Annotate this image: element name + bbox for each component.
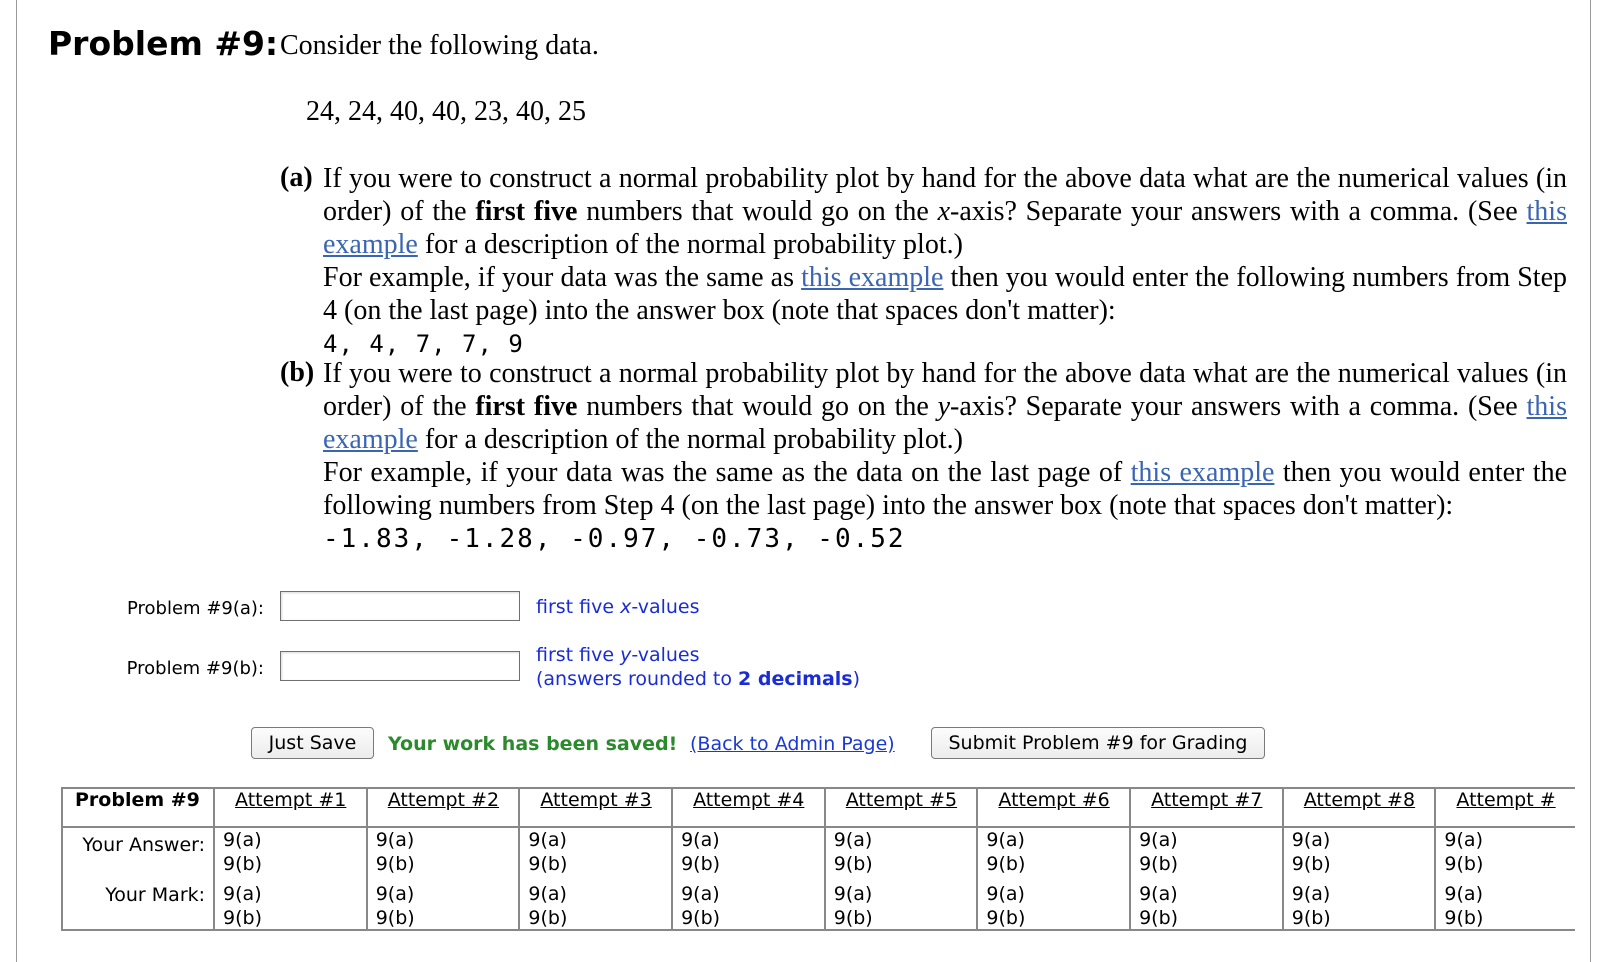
attempt-link-8[interactable]: Attempt #8 [1303, 789, 1416, 811]
mark-cell-9 [1435, 876, 1575, 930]
attempt-link-5[interactable]: Attempt #5 [845, 789, 958, 811]
mark-cell-a: 9(a) [1291, 883, 1331, 905]
part-b-text-2: numbers that would go on the [586, 391, 929, 422]
attempt-header-2 [367, 789, 520, 827]
answer-cell-a: 9(a) [1291, 829, 1331, 851]
answer-cell-5 [825, 827, 978, 876]
answer-cell-a: 9(a) [1444, 829, 1483, 851]
mark-cell-b: 9(b) [833, 907, 873, 929]
answer-b-hint [536, 643, 860, 691]
submit-for-grading-button[interactable]: Submit Problem #9 for Grading [931, 727, 1265, 759]
mark-cell-a: 9(a) [1139, 883, 1178, 905]
answer-b-hint-var: y [620, 644, 632, 666]
answer-cell-a: 9(a) [223, 829, 262, 851]
mark-cell-5 [825, 876, 978, 930]
part-a-example-link-2[interactable]: this example [801, 262, 944, 293]
mark-cell-8 [1283, 876, 1436, 930]
saved-message: Your work has been saved! [388, 733, 678, 755]
mark-cell-a: 9(a) [1444, 883, 1483, 905]
attempt-link-1[interactable]: Attempt #1 [235, 789, 347, 811]
answer-cell-b: 9(b) [833, 853, 873, 875]
answer-a-input[interactable] [280, 591, 520, 621]
answer-cell-b: 9(b) [1444, 853, 1484, 875]
mark-cell-a: 9(a) [833, 883, 873, 905]
back-to-admin-link[interactable]: (Back to Admin Page) [690, 733, 895, 755]
mark-cell-b: 9(b) [1444, 907, 1484, 929]
your-answer-row [63, 827, 1575, 876]
answer-cell-b: 9(b) [681, 853, 721, 875]
mark-cell-b: 9(b) [528, 907, 568, 929]
part-b-text-3: -axis? Separate your answers with a comma. (See [950, 391, 1518, 422]
mark-cell-3 [519, 876, 672, 930]
mark-cell-a: 9(a) [681, 883, 720, 905]
answer-cell-1 [214, 827, 367, 876]
part-b-example-answer: -1.83, -1.28, -0.97, -0.73, -0.52 [323, 524, 906, 554]
attempt-header-8 [1283, 789, 1436, 827]
part-b-example-link-1[interactable]: this example [323, 391, 1567, 455]
mark-cell-b: 9(b) [681, 907, 721, 929]
attempt-header-1 [214, 789, 367, 827]
attempts-corner: Problem #9 [63, 789, 214, 827]
answer-cell-a: 9(a) [528, 829, 567, 851]
attempts-header-row [63, 789, 1575, 827]
part-b-label: (b) [280, 357, 315, 388]
part-b-text-1: If you were to construct a normal probability plot by hand for the above data what are the numerical values (in order) of the [323, 358, 1567, 422]
your-mark-label: Your Mark: [63, 876, 214, 930]
part-b-text [323, 357, 1567, 556]
answer-cell-a: 9(a) [986, 829, 1025, 851]
mark-cell-a: 9(a) [223, 883, 262, 905]
answer-b-hint2-suffix: ) [852, 668, 861, 690]
attempts-table [61, 787, 1575, 931]
answer-cell-8 [1283, 827, 1436, 876]
mark-cell-b: 9(b) [1139, 907, 1179, 929]
mark-cell-7 [1130, 876, 1283, 930]
answer-cell-a: 9(a) [1139, 829, 1178, 851]
answer-cell-b: 9(b) [375, 853, 415, 875]
answer-cell-4 [672, 827, 825, 876]
your-answer-label: Your Answer: [63, 827, 214, 876]
part-a-example-link-1[interactable]: this example [323, 196, 1567, 260]
part-a-example-answer: 4, 4, 7, 7, 9 [323, 330, 524, 358]
attempt-link-6[interactable]: Attempt #6 [998, 789, 1110, 811]
part-b-axis: y [937, 391, 951, 422]
attempt-header-7 [1130, 789, 1283, 827]
answer-cell-b: 9(b) [1291, 853, 1331, 875]
part-a-text-4: for a description of the normal probability plot.) [424, 229, 963, 260]
mark-cell-2 [367, 876, 520, 930]
answer-a-hint-var: x [620, 596, 632, 618]
part-a-text-5: For example, if your data was the same as [323, 262, 794, 293]
mark-cell-b: 9(b) [1291, 907, 1331, 929]
answer-cell-b: 9(b) [223, 853, 263, 875]
attempt-link-9[interactable]: Attempt # [1456, 789, 1556, 811]
mark-cell-a: 9(a) [986, 883, 1025, 905]
part-a-axis: x [937, 196, 951, 227]
mark-cell-b: 9(b) [223, 907, 263, 929]
answer-b-hint-suffix: -values [631, 644, 700, 666]
attempt-link-4[interactable]: Attempt #4 [693, 789, 805, 811]
part-b-text-6: then you would enter the following numbers from Step 4 (on the last page) into the answer box (note that spaces don't matter): [323, 457, 1568, 521]
problem-intro: Consider the following data. [280, 30, 599, 61]
part-a-text [323, 162, 1567, 361]
answer-cell-b: 9(b) [528, 853, 568, 875]
part-b-bold: first five [475, 391, 578, 422]
mark-cell-b: 9(b) [375, 907, 415, 929]
attempt-header-9 [1435, 789, 1575, 827]
answer-b-label: Problem #9(b): [126, 658, 264, 679]
answer-b-hint2-bold: 2 decimals [738, 668, 853, 690]
part-a-bold: first five [475, 196, 578, 227]
just-save-button[interactable]: Just Save [251, 727, 374, 759]
part-a-text-6: then you would enter the following numbers from Step 4 (on the last page) into the answer box (note that spaces don't matter): [323, 262, 1568, 326]
answer-a-hint-suffix: -values [631, 596, 700, 618]
part-a-text-1: If you were to construct a normal probability plot by hand for the above data what are the numerical values (in order) of the [323, 163, 1567, 227]
answer-cell-6 [977, 827, 1130, 876]
mark-cell-1 [214, 876, 367, 930]
answer-cell-9 [1435, 827, 1575, 876]
answer-cell-2 [367, 827, 520, 876]
problem-title: Problem #9: [48, 24, 279, 63]
part-b-text-4: for a description of the normal probability plot.) [424, 424, 963, 455]
attempt-header-6 [977, 789, 1130, 827]
your-mark-row [63, 876, 1575, 930]
page-frame-right [1590, 0, 1591, 962]
attempt-header-3 [519, 789, 672, 827]
answer-cell-a: 9(a) [681, 829, 720, 851]
attempt-header-4 [672, 789, 825, 827]
answer-a-hint [536, 595, 700, 619]
attempt-link-2[interactable]: Attempt #2 [387, 789, 500, 811]
mark-cell-4 [672, 876, 825, 930]
part-a-label: (a) [280, 162, 313, 193]
mark-cell-6 [977, 876, 1130, 930]
attempt-link-7[interactable]: Attempt #7 [1151, 789, 1263, 811]
answer-b-hint2-prefix: (answers rounded to [536, 668, 739, 690]
answer-cell-3 [519, 827, 672, 876]
part-b-text-5: For example, if your data was the same as the data on the last page of [323, 457, 1123, 488]
answer-cell-7 [1130, 827, 1283, 876]
answer-a-hint-prefix: first five [536, 596, 621, 618]
answer-b-input[interactable] [280, 651, 520, 681]
page-frame-left [16, 0, 17, 962]
answer-cell-a: 9(a) [833, 829, 873, 851]
mark-cell-a: 9(a) [375, 883, 415, 905]
part-a-text-3: -axis? Separate your answers with a comma. (See [950, 196, 1518, 227]
mark-cell-a: 9(a) [528, 883, 567, 905]
answer-b-hint-prefix: first five [536, 644, 621, 666]
part-b-example-link-2[interactable]: this example [1130, 457, 1275, 488]
attempts-grid [63, 789, 1575, 930]
data-values: 24, 24, 40, 40, 23, 40, 25 [306, 96, 586, 127]
attempt-header-5 [825, 789, 978, 827]
attempt-link-3[interactable]: Attempt #3 [540, 789, 652, 811]
part-a-text-2: numbers that would go on the [586, 196, 929, 227]
answer-a-label: Problem #9(a): [127, 598, 264, 619]
answer-cell-a: 9(a) [375, 829, 415, 851]
mark-cell-b: 9(b) [986, 907, 1026, 929]
answer-cell-b: 9(b) [1139, 853, 1179, 875]
answer-cell-b: 9(b) [986, 853, 1026, 875]
